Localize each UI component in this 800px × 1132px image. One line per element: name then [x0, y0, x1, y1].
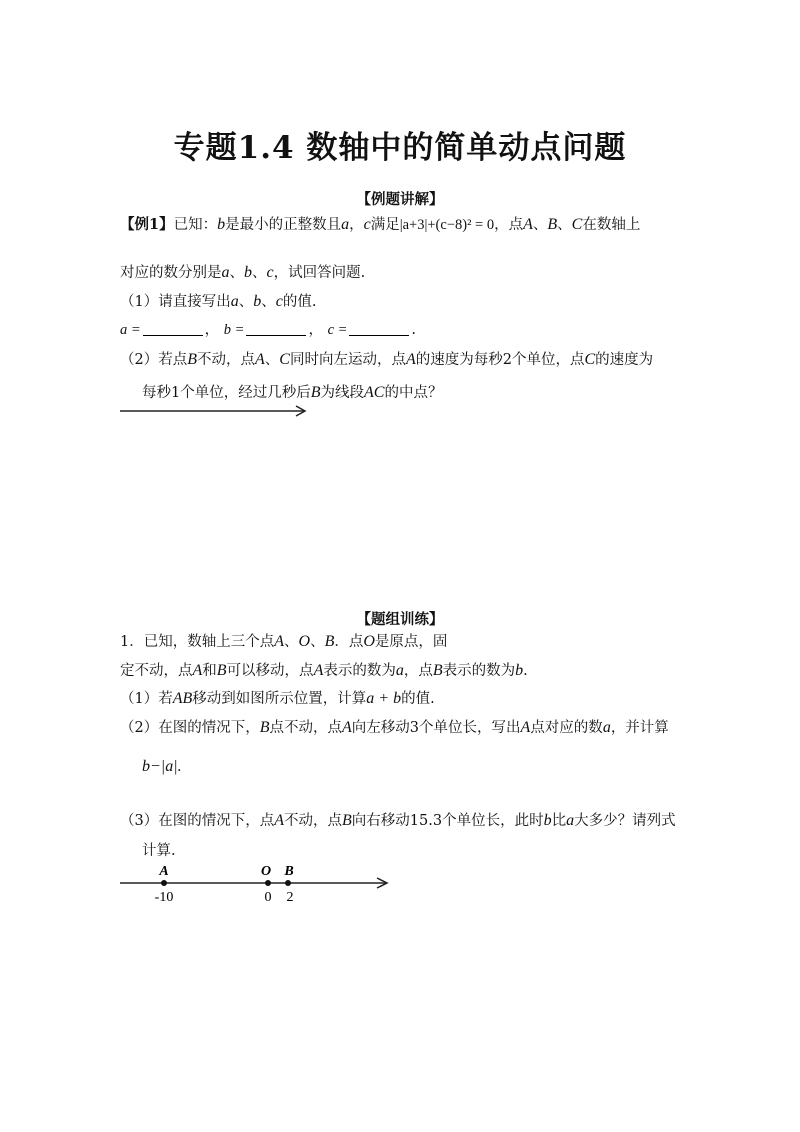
var-c: c [363, 216, 371, 233]
text: 定不动，点 [120, 663, 193, 679]
text: 、 [532, 217, 548, 233]
answer-b-label: b = [223, 322, 245, 338]
var-a: a [230, 293, 239, 310]
text: 每秒1个单位，经过几秒后 [142, 385, 311, 401]
text: 可以移动，点 [226, 663, 314, 679]
text: 比 [551, 813, 567, 829]
text: 的中点？ [384, 385, 443, 401]
point-A: A [192, 662, 203, 679]
text: ， [204, 322, 220, 338]
practice-line-1 [120, 630, 447, 651]
point-O-label: O [260, 864, 272, 879]
text: 、 [284, 634, 299, 650]
formula: |a+3|+(c−8)² = 0 [399, 217, 495, 233]
example-line-2 [120, 261, 365, 282]
point-O: O [363, 633, 375, 650]
text: 已知： [173, 217, 218, 233]
expression-a-plus-b: a + b [366, 690, 402, 707]
point-B: B [432, 662, 443, 679]
text: 和 [202, 663, 217, 679]
expression: b−|a|. [142, 758, 182, 775]
text: 为线段 [320, 385, 365, 401]
point-A-dot [161, 880, 167, 886]
text: ，点 [403, 663, 433, 679]
var-b: b [543, 812, 552, 829]
text: ， [349, 217, 364, 233]
text: 、 [252, 265, 267, 281]
text: 、 [229, 265, 244, 281]
point-B: B [547, 216, 558, 233]
text: 、 [261, 294, 276, 310]
var-b: b [217, 216, 226, 233]
point-A-value: -10 [154, 890, 174, 905]
text: 不动，点 [284, 813, 343, 829]
text: 是原点，固 [374, 634, 448, 650]
question-2-line-1 [120, 348, 653, 369]
text: 是最小的正整数且 [225, 217, 342, 233]
text: 对应的数分别是 [120, 265, 222, 281]
point-B-label: B [284, 864, 294, 879]
text: . [411, 322, 417, 338]
text: 的速度为 [595, 352, 654, 368]
answer-a-blank[interactable] [143, 321, 203, 336]
sub-question-3-line-1 [120, 809, 676, 830]
page-title: 专题1.4 数轴中的简单动点问题 [173, 130, 627, 166]
var-a: a [221, 264, 230, 281]
sub-question-1 [120, 687, 435, 708]
point-B: B [216, 662, 227, 679]
point-A: A [274, 812, 285, 829]
sub-question-3-line-2 [142, 839, 176, 860]
point-A: A [342, 719, 352, 736]
text: 点不动，点 [269, 720, 343, 736]
point-B: B [324, 633, 335, 650]
number-line-figure [118, 860, 393, 908]
text: ，试回答问题. [273, 265, 366, 281]
text: ，点 [494, 217, 524, 233]
answer-c-label: c = [327, 322, 348, 338]
point-C: C [279, 351, 290, 368]
text: 、 [310, 634, 325, 650]
point-B: B [259, 719, 270, 736]
point-A-label: A [159, 864, 169, 879]
segment-AB: AB [172, 690, 193, 707]
text: 向右移动15.3个单位长，此时 [351, 813, 544, 829]
text: （1）请直接写出 [120, 294, 231, 310]
var-a: a [566, 812, 575, 829]
text: 表示的数为 [323, 663, 396, 679]
practice-line-2 [120, 659, 528, 680]
text: . [523, 663, 528, 679]
text: 的速度为每秒2个单位，点 [415, 352, 585, 368]
var-a: a [395, 662, 404, 679]
text: 不动，点 [197, 352, 256, 368]
var-c: c [275, 293, 283, 310]
text: 、 [238, 294, 254, 310]
var-a: a [602, 719, 611, 736]
segment-AC: AC [364, 384, 385, 401]
text: 计算. [142, 843, 176, 859]
point-B: B [310, 384, 321, 401]
example-line-1 [120, 213, 640, 234]
point-A: A [405, 351, 416, 368]
text: （2）若点 [120, 352, 188, 368]
text: ，并计算 [610, 720, 669, 736]
example-section-heading: 【例题讲解】 [356, 191, 444, 208]
expression-b-minus-abs-a [142, 758, 182, 776]
sub-question-2 [120, 716, 669, 737]
text: （2）在图的情况下， [120, 720, 260, 736]
point-A: A [520, 719, 531, 736]
answer-c-blank[interactable] [349, 321, 409, 336]
point-B-dot [285, 880, 291, 886]
question-2-line-2 [142, 381, 442, 402]
text: 、 [557, 217, 572, 233]
point-O-value: 0 [264, 890, 272, 905]
var-b: b [515, 662, 524, 679]
point-O: O [298, 633, 311, 650]
text: 同时向左运动，点 [289, 352, 406, 368]
var-b: b [253, 293, 262, 310]
example-tag: 【例1】 [120, 216, 174, 233]
text: ， [308, 322, 323, 338]
question-1 [120, 290, 316, 311]
text: （1）若 [120, 691, 173, 707]
point-A: A [255, 351, 265, 368]
answer-blanks [120, 318, 416, 339]
point-O-dot [265, 880, 271, 886]
var-c: c [266, 264, 274, 281]
point-A: A [313, 662, 324, 679]
text: 大多少？请列式 [574, 813, 676, 829]
text: 点对应的数 [530, 720, 603, 736]
text: 在数轴上 [582, 217, 641, 233]
point-C: C [584, 351, 596, 368]
text: 移动到如图所示位置，计算 [192, 691, 367, 707]
text: 向左移动3个单位长，写出 [351, 720, 521, 736]
text: 、 [264, 352, 280, 368]
point-A: A [274, 633, 285, 650]
point-B: B [342, 812, 352, 829]
var-b: b [244, 264, 252, 281]
var-a: a [341, 216, 350, 233]
answer-a-label: a = [120, 322, 141, 338]
text: 的值. [282, 294, 317, 310]
point-B: B [187, 351, 198, 368]
practice-section-heading: 【题组训练】 [356, 611, 444, 628]
text: ．点 [334, 634, 364, 650]
text: 表示的数为 [442, 663, 516, 679]
text: 满足 [370, 217, 400, 233]
point-A: A [523, 216, 533, 233]
example-number-line-arrow [118, 404, 310, 418]
text: 的值. [401, 691, 435, 707]
point-C: C [571, 216, 583, 233]
point-B-value: 2 [286, 890, 294, 905]
answer-b-blank[interactable] [246, 321, 306, 336]
text: （3）在图的情况下，点 [120, 813, 275, 829]
text: 1．已知，数轴上三个点 [120, 634, 275, 650]
